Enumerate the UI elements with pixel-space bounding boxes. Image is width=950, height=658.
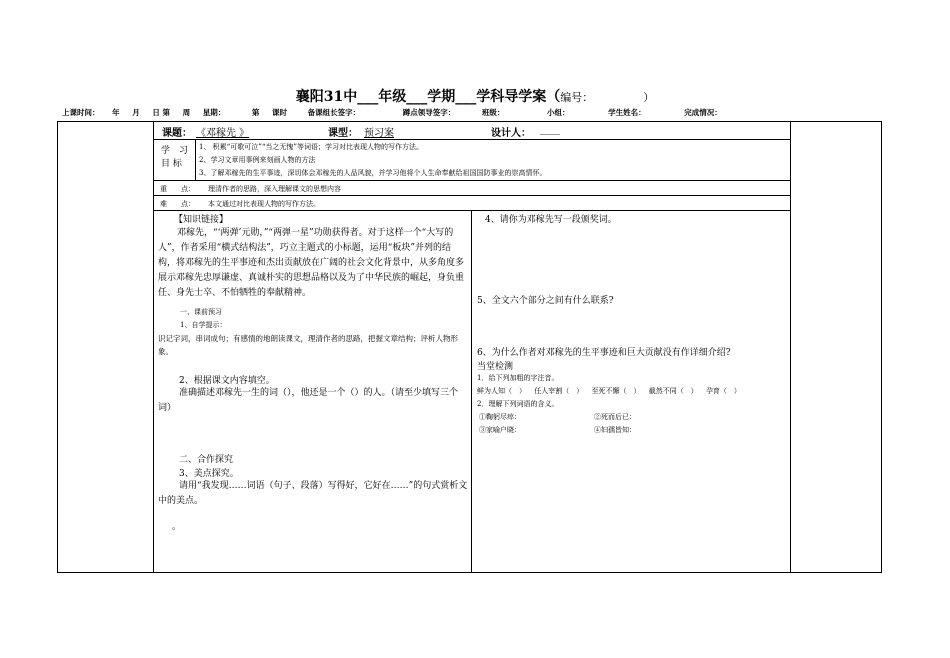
test-1-item: 至死不懈（ ） <box>591 387 641 395</box>
type-value: 预习案 <box>364 128 394 139</box>
goal-item-2: 2、学习文章用事例来刻画人物的方法 <box>199 156 316 164</box>
test-1-item: 孕育（ ） <box>705 387 741 395</box>
info-week: 周 <box>182 108 191 117</box>
key-point-text: 理清作者的思路，深入理解课文的思想内容 <box>208 185 341 193</box>
test-2: 2．理解下列词语的含义。 <box>477 400 559 408</box>
test-1-item: 截然不同（ ） <box>648 387 698 395</box>
question-3-text: 请用“我发现……词语（句子、段落）写得好，它好在……”的句式赏析文中的美点。 <box>158 481 468 506</box>
goal-item-3: 3、了解邓稼先的生平事迹，深切体会邓稼先的人品风貌，并学习他将个人生命奉献给祖国国防事业的崇高情怀。 <box>199 169 547 177</box>
key-point-label: 重 点： <box>160 185 195 193</box>
info-leader-sign: 备课组长签字： <box>307 108 361 117</box>
section-preview: 一、课前预习 <box>180 308 222 316</box>
info-lesson: 课时 <box>272 108 287 117</box>
number-label: 编号： <box>560 91 594 104</box>
grid-line-left-col <box>153 121 154 573</box>
test-2-item: ④妇孺皆知： <box>594 426 636 434</box>
type-label: 课型： <box>328 128 358 139</box>
difficult-point-text: 本文通过对比表现人物的写作方法。 <box>208 200 320 208</box>
question-3: 3、美点探究。 <box>179 469 239 479</box>
goals-label-1: 学 习 <box>161 146 189 156</box>
test-2-item: ③家喻户晓： <box>479 426 521 434</box>
question-4: 4、请你为邓稼先写一段颁奖词。 <box>485 215 617 225</box>
test-1: 1．给下列加粗的字注音。 <box>477 374 559 382</box>
info-no: 第 <box>251 108 260 117</box>
question-2: 2、根据课文内容填空。 <box>179 376 275 386</box>
grid-line-goals <box>153 180 790 181</box>
designer-label: 设计人： <box>491 128 531 139</box>
section-cooperation: 二、合作探究 <box>179 455 234 465</box>
info-class-time: 上课时间： <box>62 108 100 117</box>
grid-line-header <box>153 139 790 140</box>
info-day-no: 日 第 <box>152 108 170 117</box>
test-2-item: ②死而后已： <box>594 413 636 421</box>
test-1-item: 任人宰割（ ） <box>534 387 584 395</box>
goal-item-1: 1、 积累“可歌可泣”“当之无愧”等词语；学习对比表现人物的写作方法。 <box>199 143 423 151</box>
title-paren-close: ） <box>643 91 655 104</box>
test-1-item: 鲜为人知（ ） <box>477 387 526 395</box>
topic-label: 课题： <box>162 128 192 139</box>
question-6: 6、为什么作者对邓稼先的生平事迹和巨大贡献没有作详细介绍? <box>477 348 731 358</box>
info-line <box>62 107 732 118</box>
in-class-test-title: 当堂检测 <box>477 362 514 372</box>
test-1-items <box>477 386 741 396</box>
grid-line-goals-label <box>195 139 196 180</box>
title-paren-open: （ <box>546 89 561 105</box>
self-study-text: 识记字词，串词成句；有感情的地朗读课文，理清作者的思路，把握文章结构；评析人物形象。 <box>158 334 458 356</box>
topic-value: 《邓稼先 》 <box>196 128 250 139</box>
info-class: 班级： <box>481 108 505 117</box>
title-main: 襄阳31中___年级___学期___学科导学案 <box>295 89 547 105</box>
grid-line-content-split <box>471 210 472 573</box>
grid-line-right-col <box>790 121 791 573</box>
question-5: 5、全文六个部分之间有什么联系? <box>477 296 614 306</box>
difficult-point-label: 难 点： <box>160 200 195 208</box>
info-weekday: 星期： <box>202 108 226 117</box>
knowledge-link-text: 邓稼先，“‘两弹’元勋，”“两弹一星”功勋获得者。对于这样一个“大写的人”，作者采用“横式结构法”，巧立主题式的小标题，运用“板块”并列的结构，将邓稼先的生平事迹和杰出贡献放在广阔的社会文化背景中，从多角度多展示邓稼先忠厚谦虚、真诚朴实的思想品格以及为了中华民族的崛起，身负重任、身先士卒、不怕牺牲的奉献精神。 <box>158 228 465 298</box>
info-supervisor-sign: 蹲点领导签字： <box>402 108 456 117</box>
info-completion: 完成情况： <box>684 108 722 117</box>
test-2-item: ①鞠躬尽瘁： <box>479 413 521 421</box>
designer-blank: ____ <box>540 124 560 135</box>
info-group: 小组： <box>547 108 570 117</box>
knowledge-link-title: 【知识链接】 <box>174 215 229 225</box>
info-student-name: 学生姓名： <box>608 108 646 117</box>
grid-line-difficult <box>153 210 790 211</box>
left-dot: 。 <box>172 522 182 532</box>
self-study-title: 1、自学提示： <box>180 321 227 329</box>
page-title <box>0 86 950 106</box>
goals-label-2: 目 标 <box>161 159 182 169</box>
info-month: 月 <box>132 108 140 117</box>
info-year: 年 <box>112 108 120 117</box>
grid-line-key <box>153 195 790 196</box>
question-2-text: 准确描述邓稼先一生的词（），他还是一个（）的人。（请至少填写三个词） <box>158 388 459 413</box>
